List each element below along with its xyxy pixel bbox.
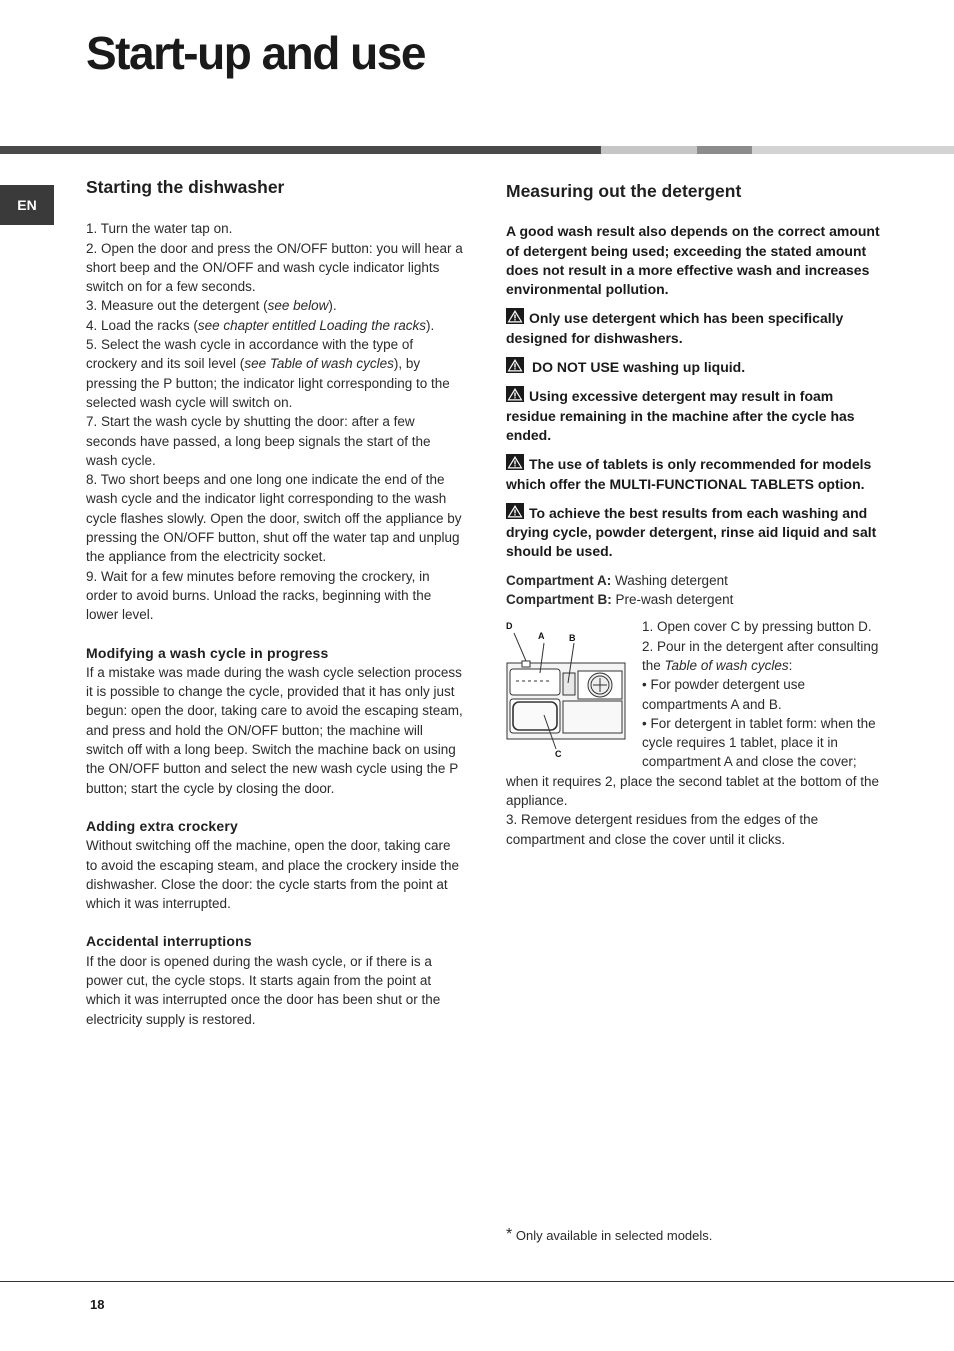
warning-1: Only use detergent which has been specifically designed for dishwashers. (506, 310, 844, 346)
step-9: 9. Wait for a few minutes before removing the crockery, in order to avoid burns. Unload the racks, beginning with the lower level. (86, 568, 432, 623)
page-title: Start-up and use (86, 27, 425, 79)
label-b: B (569, 633, 576, 644)
step-2: 2. Open the door and press the ON/OFF button: you will hear a short beep and the ON/OFF and wash cycle indicator lights switch on for a few seconds. (86, 240, 463, 295)
accidental-section (86, 932, 464, 1028)
modifying-heading: Modifying a wash cycle in progress (86, 644, 329, 661)
step-7: 7. Start the wash cycle by shutting the door: after a few seconds have passed, a long beep signals the start of the wash cycle. (86, 414, 431, 468)
instruction-4: • For detergent in tablet form: when the cycle requires 1 tablet, place it in compartment A and close the cover; when it requires 2, place the second tablet at the bottom of the appliance. (506, 715, 879, 809)
accidental-heading: Accidental interruptions (86, 933, 252, 950)
modifying-text: If a mistake was made during the wash cycle selection process it is possible to change the cycle, provided that it has only just begun: open the door, taking care to avoid the escaping steam, and press and hold the ON/OFF button; the machine will switch off with a long beep. Switch the machine back on using the ON/OFF button and select the new wash cycle using the P button; start the cycle by closing the door. (86, 664, 463, 796)
adding-section (86, 817, 464, 913)
label-a: A (538, 631, 545, 642)
adding-heading: Adding extra crockery (86, 817, 239, 834)
label-c: C (555, 749, 562, 758)
instruction-5: 3. Remove detergent residues from the edges of the compartment and close the cover until it clicks. (506, 812, 819, 847)
detergent-instructions (506, 617, 882, 849)
footnote (506, 1226, 712, 1244)
modifying-section (86, 644, 464, 798)
step-5: 5. Select the wash cycle in accordance with the type of crockery and its soil level (see Table of wash cycles), by pressing the P button; the indicator light corresponding to the selected wash cycle will switch on. (86, 337, 450, 410)
header-band-mid (697, 146, 752, 154)
step-3: 3. Measure out the detergent (see below). (86, 298, 337, 314)
label-d: D (506, 621, 513, 632)
start-steps (86, 219, 464, 624)
compartments (506, 571, 882, 610)
warning-icon (506, 308, 524, 324)
footnote-text: Only available in selected models. (512, 1228, 713, 1243)
left-column (86, 178, 464, 1029)
instruction-3: • For powder detergent use compartments A and B. (642, 677, 806, 712)
warning-icon (506, 503, 524, 519)
warning-3: Using excessive detergent may result in foam residue remaining in the machine after the cycle has ended. (506, 388, 855, 443)
step-4: 4. Load the racks (see chapter entitled Loading the racks). (86, 317, 435, 333)
right-column (506, 182, 882, 849)
warning-icon (506, 454, 524, 470)
header-band-light (601, 146, 697, 154)
footer-rule (0, 1281, 954, 1282)
detergent-heading: Measuring out the detergent (506, 181, 742, 201)
warning-4: The use of tablets is only recommended for models which offer the MULTI-FUNCTIONAL TABLETS option. (506, 456, 872, 492)
warning-2: DO NOT USE washing up liquid. (506, 357, 882, 377)
instruction-2: 2. Pour in the detergent after consulting the Table of wash cycles: (642, 638, 879, 673)
starting-heading: Starting the dishwasher (86, 177, 285, 197)
detergent-dispenser-diagram (504, 617, 632, 757)
instruction-1: 1. Open cover C by pressing button D. (642, 619, 872, 635)
compartment-b: Compartment B: Pre-wash detergent (506, 592, 734, 608)
header-band-light-end (752, 146, 954, 154)
footnote-star: * (506, 1226, 513, 1243)
adding-text: Without switching off the machine, open the door, taking care to avoid the escaping steam, and place the crockery inside the dishwasher. Close the door: the cycle starts from the point at which it was interrupted. (86, 838, 459, 912)
detergent-intro: A good wash result also depends on the correct amount of detergent being used; exceeding the stated amount does not result in a more effective wash and increases environmental pollution. (506, 223, 880, 298)
accidental-text: If the door is opened during the wash cycle, or if there is a power cut, the cycle stops. It starts again from the point at which it was interrupted once the door has been shut or the electricity supply is restored. (86, 953, 441, 1027)
warning-icon (506, 357, 524, 373)
language-tab: EN (0, 185, 54, 225)
step-1: 1. Turn the water tap on. (86, 221, 233, 237)
warning-icon (506, 386, 524, 402)
header-band-dark (0, 146, 601, 154)
compartment-a: Compartment A: Washing detergent (506, 572, 728, 588)
warning-5: To achieve the best results from each washing and drying cycle, powder detergent, rinse aid liquid and salt should be used. (506, 504, 877, 560)
page-number: 18 (90, 1297, 105, 1312)
step-8: 8. Two short beeps and one long one indicate the end of the wash cycle and the indicator light corresponding to the wash cycle flashes slowly. Open the door, switch off the appliance by pressing the ON/OFF button, shut off the water tap and unplug the appliance from the electricity socket. (86, 472, 462, 565)
